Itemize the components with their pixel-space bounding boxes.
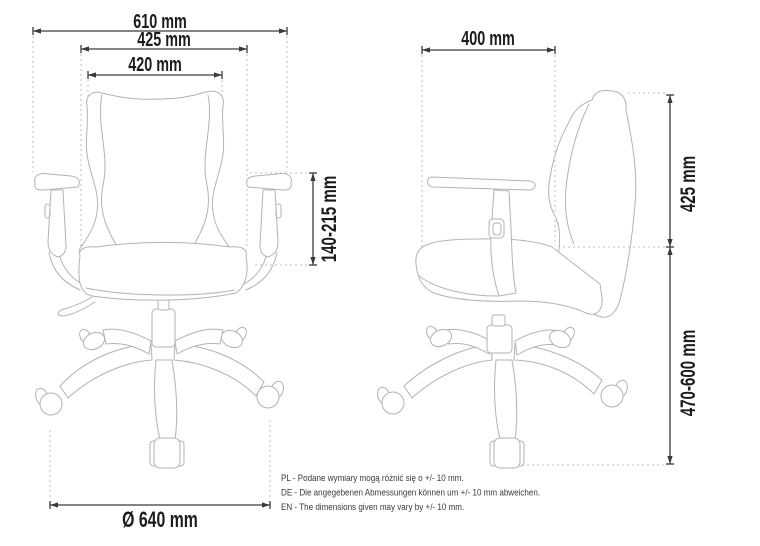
front-armrest-left [35,173,84,290]
front-adjust-lever [58,297,95,316]
dim-seat-height [666,247,700,464]
note-de: DE - Die angegebenen Abmessungen können um +/- 10 mm abweichen. [281,486,541,498]
tolerance-notes [281,472,540,512]
note-pl: PL - Podane wymiary mogą różnić się o +/- 10 mm. [281,472,464,484]
front-seat [79,243,247,301]
label-backrest-height: 425 mm [675,155,700,213]
label-seat-height: 470-600 mm [675,329,700,417]
dim-depth [422,27,555,54]
label-total-width: 610 mm [133,9,187,33]
front-armrest-right [242,173,291,290]
front-gas-lift [152,299,175,347]
label-depth: 400 mm [461,26,515,50]
note-en: EN - The dimensions given may vary by +/- 10 mm. [281,501,465,513]
dim-base-diameter [50,501,270,533]
dim-armrest-height [309,173,341,265]
label-armrest-height: 140-215 mm [316,175,341,263]
dim-backrest-width [88,53,222,79]
front-view-chair [33,91,291,468]
label-backrest-width: 420 mm [128,52,182,76]
dim-backrest-height [666,95,700,247]
side-view-chair [375,90,636,468]
label-seat-width: 425 mm [137,27,191,51]
label-base-diameter: Ø 640 mm [122,508,198,533]
front-backrest [79,91,233,252]
side-gas-lift [487,315,512,353]
